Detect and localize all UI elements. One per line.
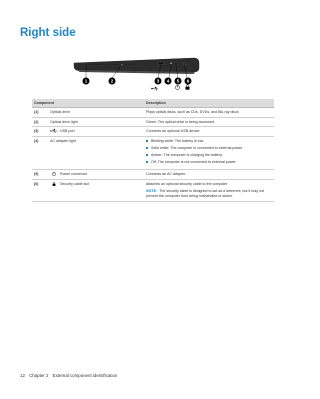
row-component: AC adapter light — [48, 137, 144, 170]
list-item: Solid white: The computer is connected to external power. — [146, 146, 272, 151]
page-footer — [20, 373, 120, 378]
usb-icon — [151, 87, 158, 90]
page-number: 12 — [20, 373, 25, 378]
row-component: USB port — [60, 129, 75, 134]
callout-label-6: 6 — [186, 78, 190, 84]
row-description: Connects an AC adapter — [144, 170, 274, 180]
optical-drive-slot — [84, 64, 138, 65]
power-connector — [174, 62, 177, 65]
header-component: Component — [32, 99, 144, 107]
chapter-label: Chapter 2 — [29, 373, 49, 378]
row-number: (2) — [32, 117, 48, 127]
row-description: Plays optical discs, such as CDs, DVDs, and Blu-ray discs — [144, 107, 274, 117]
chapter-title: External component identification — [52, 373, 118, 378]
row-number: (3) — [32, 127, 48, 137]
power-connector-icon — [176, 85, 180, 89]
callout-5 — [175, 78, 182, 85]
list-item: Amber: The computer is charging the battery. — [146, 153, 272, 158]
table-header-row — [32, 99, 274, 107]
usb-port — [158, 62, 164, 65]
row-number: (5) — [32, 170, 48, 180]
row-component: Security cable slot — [60, 182, 90, 187]
power-connector-icon — [50, 172, 58, 176]
table-row — [32, 137, 274, 170]
security-slot — [183, 63, 186, 65]
lock-icon — [186, 85, 190, 90]
row-description: Green: The optical drive is being accessed. — [144, 117, 274, 127]
laptop-right-side-figure — [72, 49, 202, 91]
note-text: The security cable is designed to act as a deterrent, but it may not prevent the computer from being mishandled or stolen. — [146, 189, 265, 198]
header-description: Description — [144, 99, 274, 107]
table-row — [32, 117, 274, 127]
table-row — [32, 170, 274, 180]
callout-label-3: 3 — [156, 78, 160, 84]
lock-icon — [50, 182, 58, 186]
callout-6 — [185, 78, 192, 85]
callout-label-2: 2 — [110, 78, 114, 84]
page-title: Right side — [20, 27, 76, 39]
component-table — [32, 99, 274, 202]
usb-icon — [50, 129, 58, 133]
ac-light-bullets — [146, 139, 272, 165]
callout-4 — [165, 78, 172, 85]
callout-1 — [83, 78, 90, 85]
list-item: Off: The computer is not connected to external power. — [146, 160, 272, 165]
table-row — [32, 127, 274, 137]
row-component: Optical drive light — [48, 117, 144, 127]
row-component: Optical drive — [48, 107, 144, 117]
row-description: Connects an optional USB device — [144, 127, 274, 137]
callout-2 — [109, 78, 116, 85]
list-item: Blinking white: The battery is low. — [146, 139, 272, 144]
row-number: (1) — [32, 107, 48, 117]
row-description: Attaches an optional security cable to the computer — [146, 182, 228, 187]
note-block — [146, 189, 272, 198]
callout-label-4: 4 — [166, 78, 170, 84]
callout-3 — [155, 78, 162, 85]
note-label: NOTE: — [146, 189, 158, 194]
row-number: (6) — [32, 180, 48, 201]
row-number: (4) — [32, 137, 48, 170]
table-row — [32, 180, 274, 201]
row-component: Power connector — [60, 172, 87, 177]
table-row — [32, 107, 274, 117]
ac-adapter-light — [170, 63, 172, 65]
callout-label-1: 1 — [84, 78, 88, 84]
callout-label-5: 5 — [176, 78, 180, 84]
optical-drive-light — [121, 65, 123, 66]
